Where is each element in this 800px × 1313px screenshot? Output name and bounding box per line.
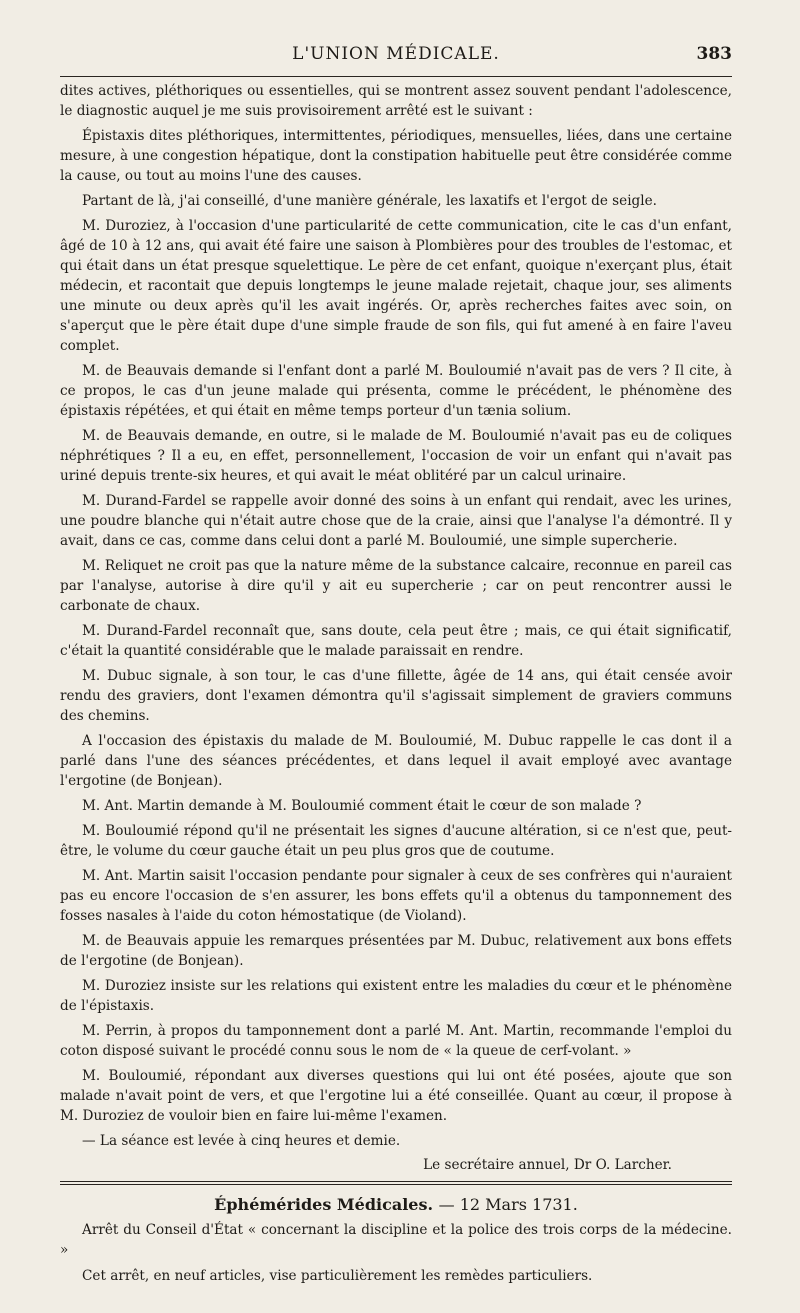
paragraph: M. Ant. Martin saisit l'occasion pendante pour signaler à ceux de ses confrères qui n'auraient pas eu encore l'occasion de s'en assurer, les bons effets qu'il a obtenus du tamponnement des fosses nasales à l'aide du coton hémostatique (de Violand). xyxy=(60,868,732,924)
paragraph: M. Duroziez insiste sur les relations qui existent entre les maladies du cœur et le phénomène de l'épistaxis. xyxy=(60,978,732,1014)
paragraph: M. Perrin, à propos du tamponnement dont a parlé M. Ant. Martin, recommande l'emploi du coton disposé suivant le procédé connu sous le nom de « la queue de cerf-volant. » xyxy=(60,1023,732,1059)
paragraph: M. Reliquet ne croit pas que la nature même de la substance calcaire, reconnue en pareil cas par l'analyse, autorise à dire qu'il y ait eu supercherie ; car on peut rencontrer aussi le carbonate de chaux. xyxy=(60,558,732,614)
paragraph: — La séance est levée à cinq heures et demie. xyxy=(82,1133,401,1149)
section-rule xyxy=(60,1184,732,1185)
paragraph: M. de Beauvais demande si l'enfant dont a parlé M. Bouloumié n'avait pas de vers ? Il cite, à ce propos, le cas d'un jeune malade qui présenta, comme le précédent, le phénomène des épistaxis répétées, et qui était en même temps porteur d'un tænia solium. xyxy=(60,363,732,419)
header-rule xyxy=(60,76,732,77)
page-number: 383 xyxy=(696,44,732,64)
paragraph: M. de Beauvais demande, en outre, si le malade de M. Bouloumié n'avait pas eu de coliques néphrétiques ? Il a eu, en effet, personnellement, l'occasion de voir un enfant qui n'avait pas uriné depuis trente-six heures, et qui avait le méat oblitéré par un calcul urinaire. xyxy=(60,428,732,484)
paragraph: M. Bouloumié, répondant aux diverses questions qui lui ont été posées, ajoute que son malade n'avait point de vers, et que l'ergotine lui a été conseillée. Quant au cœur, il propose à M. Duroziez de vouloir bien en faire lui-même l'examen. xyxy=(60,1068,732,1124)
running-head xyxy=(60,42,732,68)
article-body xyxy=(60,81,732,1151)
paragraph: Partant de là, j'ai conseillé, d'une manière générale, les laxatifs et l'ergot de seigle. xyxy=(82,193,657,209)
paragraph: M. Durand-Fardel reconnaît que, sans doute, cela peut être ; mais, ce qui était significatif, c'était la quantité considérable que le malade paraissait en rendre. xyxy=(60,623,732,659)
paragraph: Épistaxis dites pléthoriques, intermittentes, périodiques, mensuelles, liées, dans une certaine mesure, à une congestion hépatique, dont la constipation habituelle peut être considérée comme la cause, ou tout au moins l'une des causes. xyxy=(60,128,732,184)
paragraph: M. Duroziez, à l'occasion d'une particularité de cette communication, cite le cas d'un enfant, âgé de 10 à 12 ans, qui avait été faire une saison à Plombières pour des troubles de l'estomac, et qui était dans un état presque squelettique. Le père de cet enfant, quoique n'exerçant plus, était médecin, et racontait que depuis longtemps le jeune malade rejetait, chaque jour, ses aliments une minute ou deux après qu'il les avait ingérés. Or, après recherches faites avec soin, on s'aperçut que le père était dupe d'une simple fraude de son fils, qui fut amené à en faire l'aveu complet. xyxy=(60,218,732,354)
paragraph: M. Dubuc signale, à son tour, le cas d'une fillette, âgée de 14 ans, qui était censée avoir rendu des graviers, dont l'examen démontra qu'il s'agissait simplement de graviers communs des chemins. xyxy=(60,668,732,724)
ephemerides-date: — 12 Mars 1731. xyxy=(438,1195,578,1214)
paragraph: M. Bouloumié répond qu'il ne présentait les signes d'aucune altération, si ce n'est que, peut-être, le volume du cœur gauche était un peu plus gros que de coutume. xyxy=(60,823,732,859)
signature: Le secrétaire annuel, Dr O. Larcher. xyxy=(423,1157,672,1173)
paragraph: M. Durand-Fardel se rappelle avoir donné des soins à un enfant qui rendait, avec les urines, une poudre blanche qui n'était autre chose que de la craie, ainsi que l'analyse l'a démontré. Il y avait, dans ce cas, comme dans celui dont a parlé M. Bouloumié, une simple supercherie. xyxy=(60,493,732,549)
ephemerides-body xyxy=(60,1220,732,1286)
page xyxy=(60,42,732,1282)
ephemerides-heading xyxy=(60,1195,732,1214)
paragraph: dites actives, pléthoriques ou essentielles, qui se montrent assez souvent pendant l'adolescence, le diagnostic auquel je me suis provisoirement arrêté est le suivant : xyxy=(60,83,732,119)
paragraph: A l'occasion des épistaxis du malade de M. Bouloumié, M. Dubuc rappelle le cas dont il a parlé dans l'une des séances précédentes, et dans lequel il avait employé avec avantage l'ergotine (de Bonjean). xyxy=(60,733,732,789)
running-title: L'UNION MÉDICALE. xyxy=(292,44,500,64)
paragraph: M. de Beauvais appuie les remarques présentées par M. Dubuc, relativement aux bons effets de l'ergotine (de Bonjean). xyxy=(60,933,732,969)
paragraph: Cet arrêt, en neuf articles, vise particulièrement les remèdes particuliers. xyxy=(82,1268,593,1284)
paragraph: M. Ant. Martin demande à M. Bouloumié comment était le cœur de son malade ? xyxy=(82,798,642,814)
paragraph: Arrêt du Conseil d'État « concernant la discipline et la police des trois corps de la médecine. » xyxy=(60,1222,732,1258)
section-rule xyxy=(60,1181,732,1182)
ephemerides-title: Éphémérides Médicales. xyxy=(214,1195,434,1214)
